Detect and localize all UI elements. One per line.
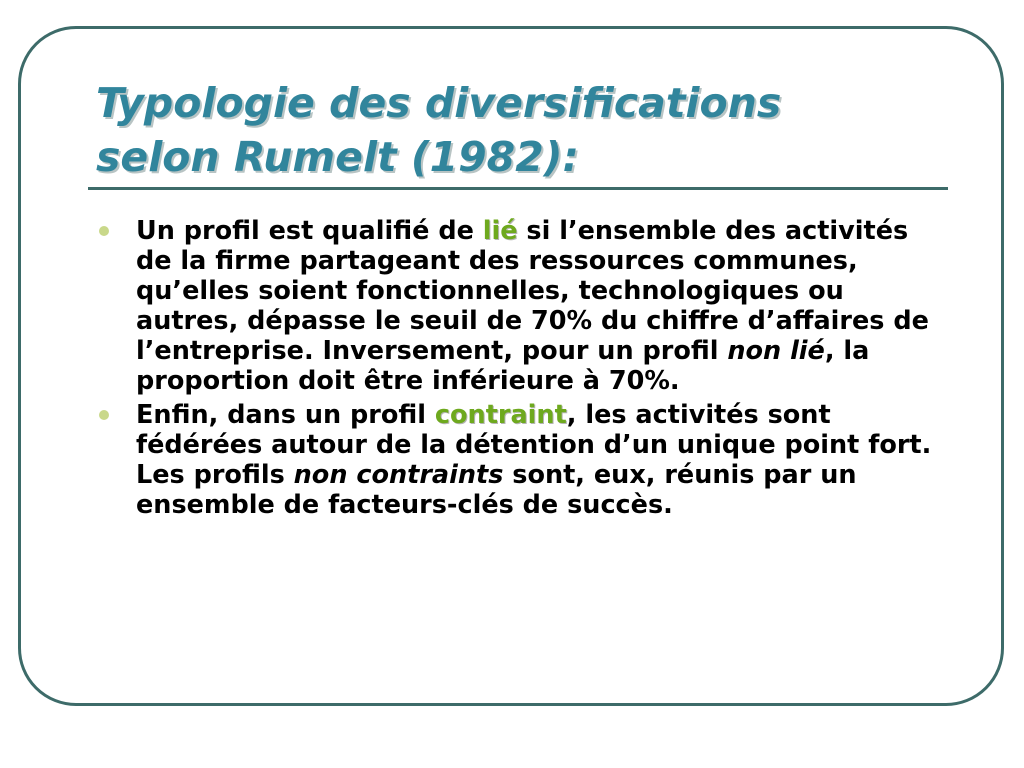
- bullet-text-part: Un profil est qualifié de: [136, 216, 483, 246]
- bullet-dot-icon: [99, 226, 109, 236]
- italic-term-non-contraints: non contraints: [293, 460, 504, 490]
- bullet-list: [96, 216, 946, 524]
- bullet-text-part: , les activités sont fédérées autour de la détention d’un unique point fort. Les profils: [136, 400, 932, 490]
- title-line-1: Typologie des diversifications: [96, 79, 782, 127]
- bullet-text-part: sont, eux, réunis par un ensemble de facteurs-clés de succès.: [136, 460, 857, 520]
- bullet-text-part: Enfin, dans un profil: [136, 400, 435, 430]
- italic-term-non-lie: non lié: [727, 336, 825, 366]
- bullet-text-part: , la proportion doit être inférieure à 70%.: [136, 336, 870, 396]
- bullet-dot-icon: [99, 410, 109, 420]
- highlight-term-contraint: contraint: [434, 400, 567, 430]
- bullet-text-part: si l’ensemble des activités de la firme partageant des ressources communes, qu’elles soient fonctionnelles, technologiques ou autres, dépasse le seuil de 70% du chiffre d’affaires de l’entreprise. Inversement, pour un profil: [136, 216, 929, 366]
- title-line-2: selon Rumelt (1982):: [96, 133, 579, 181]
- bullet-item-contraint: [96, 400, 946, 520]
- bullet-item-lie: [96, 216, 946, 396]
- highlight-term-lie: lié: [482, 216, 518, 246]
- slide-title: [96, 76, 956, 184]
- title-divider: [88, 187, 948, 190]
